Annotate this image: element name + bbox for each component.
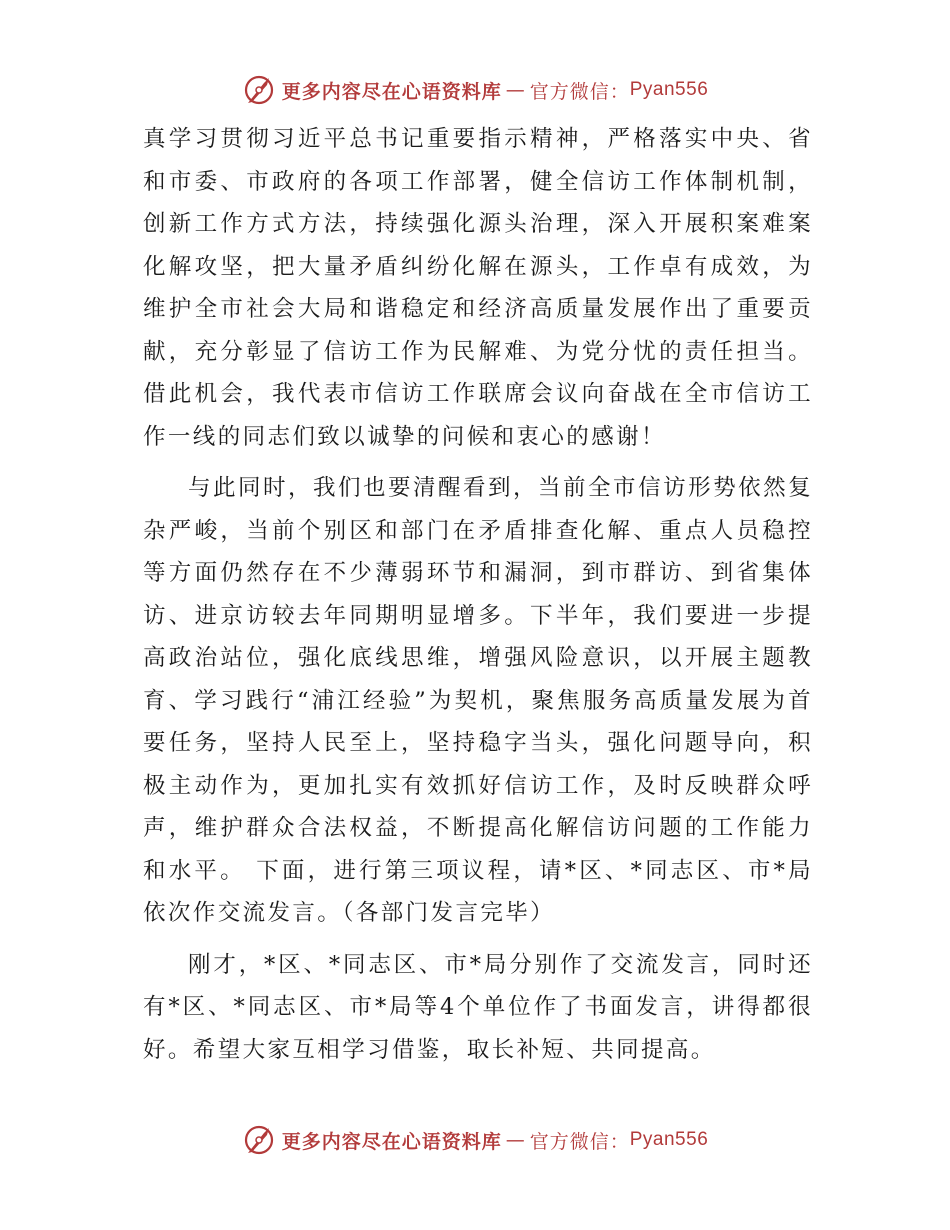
banner-wechat-label: 官方微信： (529, 1130, 630, 1153)
banner-wechat-id: Pyan556 (629, 1129, 709, 1150)
paragraph-continued: 真学习贯彻习近平总书记重要指示精神，严格落实中央、省和市委、市政府的各项工作部署，健全信访工作体制机制，创新工作方式方法，持续强化源头治理，深入开展积案难案化解攻坚，把大量矛盾纠纷化解在源头，工作卓有成效，为维护全市社会大局和谐稳定和经济高质量发展作出了重要贡献，充分彰显了信访工作为民解难、为党分忧的责任担当。借此机会，我代表市信访工作联席会议向奋战在全市信访工作一线的同志们致以诚挚的问候和衷心的感谢！ (143, 126, 813, 450)
paragraph-gap (143, 458, 813, 467)
paragraph: 与此同时，我们也要清醒看到，当前全市信访形势依然复杂严峻，当前个别区和部门在矛盾排查化解、重点人员稳控等方面仍然存在不少薄弱环节和漏洞，到市群访、到省集体访、进京访较去年同期明显增多。下半年，我们要进一步提高政治站位，强化底线思维，增强风险意识，以开展主题教育、学习践行“浦江经验”为契机，聚焦服务高质量发展为首要任务，坚持人民至上，坚持稳字当头，强化问题导向，积极主动作为，更加扎实有效抓好信访工作，及时反映群众呼声，维护群众合法权益，不断提高化解信访问题的工作能力和水平。 下面，进行第三项议程，请*区、*同志区、市*局依次作交流发言。（各部门发言完毕） (143, 475, 813, 926)
banner-wechat-label: 官方微信： (529, 80, 630, 103)
banner-brand-text: 更多内容尽在心语资料库 (281, 1130, 502, 1153)
banner-separator: — (505, 1129, 526, 1151)
header-banner (0, 70, 950, 110)
paragraph-gap (143, 935, 813, 944)
paragraph: 刚才，*区、*同志区、市*局分别作了交流发言，同时还有*区、*同志区、市*局等4个单位作了书面发言，讲得都很好。希望大家互相学习借鉴，取长补短、共同提高。 (143, 951, 813, 1063)
document-body (143, 118, 813, 1071)
banner-brand-text: 更多内容尽在心语资料库 (281, 80, 502, 103)
banner-wechat-id: Pyan556 (629, 79, 709, 100)
quill-pen-circle-icon (242, 73, 276, 107)
quill-pen-circle-icon (242, 1123, 276, 1157)
banner-separator: — (505, 79, 526, 101)
footer-banner (0, 1120, 950, 1160)
